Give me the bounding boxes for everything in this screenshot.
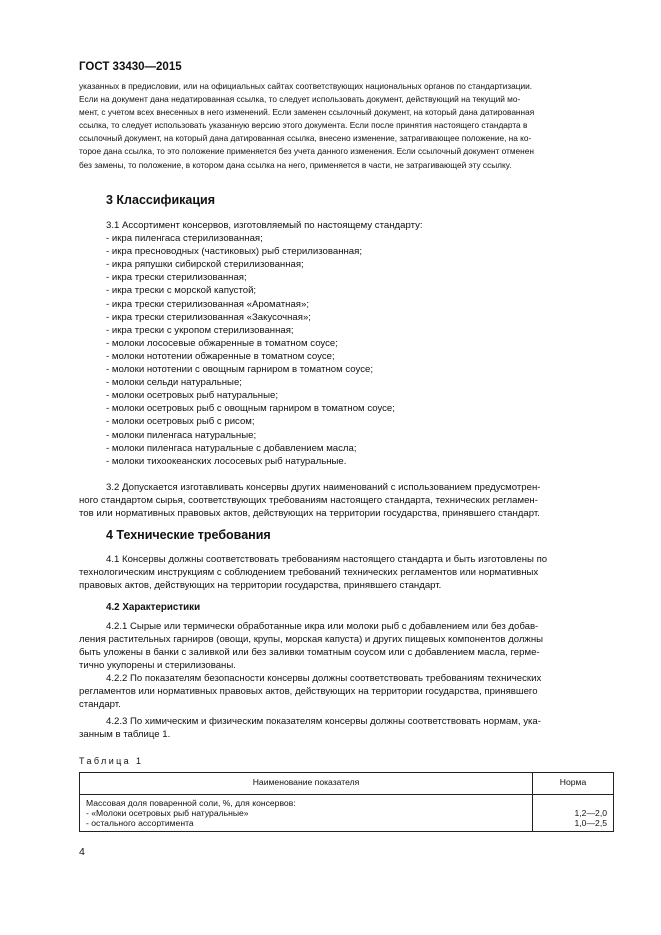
paragraph-4-2-2 <box>79 672 614 711</box>
list-item: - молоки осетровых рыб с рисом; <box>106 416 255 428</box>
list-item: - молоки нототении обжаренные в томатном соусе; <box>106 350 335 362</box>
list-item: - молоки пиленгаса натуральные с добавлением масла; <box>106 442 357 454</box>
list-item: - молоки тихоокеанских лососевых рыб натуральные. <box>106 455 347 467</box>
text-line: указанных в предисловии, или на официальных сайтах соответствующих национальных органов по стандартизации. <box>79 81 533 91</box>
text-line: ного стандартом сырья, соответствующих требованиям настоящего стандарта, технических регламен- <box>79 495 538 507</box>
list-item: - икра трески стерилизованная «Ароматная»; <box>106 298 310 310</box>
section-3-heading: 3 Классификация <box>106 193 216 207</box>
subsection-4-2-heading: 4.2 Характеристики <box>106 602 201 613</box>
text-line: ссылка, то следует использовать указанную версию этого документа. Если после принятия настоящего стандарта в <box>79 120 528 131</box>
norm-cell <box>533 795 614 832</box>
cell-line: 1,0—2,5 <box>574 818 607 828</box>
document-header: ГОСТ 33430—2015 <box>79 61 182 73</box>
text-line: правовых актов, действующих на территории государства, принявшего стандарт. <box>79 580 442 592</box>
text-line: ления растительных гарниров (овощи, крупы, морская капуста) и других пищевых компонентов должны <box>79 634 544 646</box>
list-item: - икра ряпушки сибирской стерилизованная; <box>106 259 304 271</box>
list-item: - икра трески стерилизованная «Закусочная»; <box>106 311 311 323</box>
table-header-row <box>80 773 614 795</box>
text-line: 4.2.3 По химическим и физическим показателям консервы должны соответствовать нормам, ука- <box>106 716 541 727</box>
cell-line: - «Молоки осетровых рыб натуральные» <box>86 808 249 818</box>
text-line: занным в таблице 1. <box>79 729 171 741</box>
classification-list <box>79 219 614 468</box>
section-4-heading: 4 Технические требования <box>106 528 271 542</box>
paragraph-4-2-1 <box>79 620 614 672</box>
list-item: - молоки осетровых рыб с овощным гарниром в томатном соусе; <box>106 403 395 415</box>
text-line: 3.2 Допускается изготавливать консервы других наименований с использованием предусмотрен- <box>106 482 541 493</box>
table-row <box>80 795 614 832</box>
table-caption: Таблица 1 <box>79 756 144 766</box>
page-number: 4 <box>79 846 85 858</box>
column-header-norm: Норма <box>533 773 614 795</box>
text-line: тично укупорены и стерилизованы. <box>79 660 236 672</box>
text-line: 4.1 Консервы должны соответствовать требованиям настоящего стандарта и быть изготовлены по <box>106 554 548 565</box>
text-line: торое дана ссылка, то это положение применяется без учета данного изменения. Если ссылочный документ отменен <box>79 146 534 157</box>
text-line: 4.2.1 Сырые или термически обработанные икра или молоки рыб с добавлением или без добав- <box>106 621 539 632</box>
list-lead: 3.1 Ассортимент консервов, изготовляемый по настоящему стандарту: <box>106 220 423 231</box>
text-line: технологическим инструкциям с соблюдением требований технических регламентов или нормативных <box>79 567 539 579</box>
text-line: Если на документ дана недатированная ссылка, то следует использовать документ, действующий на текущий мо- <box>79 94 521 105</box>
list-item: - икра пиленгаса стерилизованная; <box>106 233 263 245</box>
list-item: - икра трески с морской капустой; <box>106 285 257 297</box>
list-item: - молоки осетровых рыб натуральные; <box>106 390 278 402</box>
paragraph-4-2-3 <box>79 715 614 741</box>
text-line: быть уложены в банки с заливкой или без заливки томатным соусом или с добавлением масла, герме- <box>79 647 540 659</box>
column-header-indicator: Наименование показателя <box>80 773 533 795</box>
text-line: мент, с учетом всех внесенных в него изменений. Если заменен ссылочный документ, на который дана датированная <box>79 107 535 118</box>
list-item: - молоки нототении с овощным гарниром в томатном соусе; <box>106 364 374 376</box>
list-item: - молоки пиленгаса натуральные; <box>106 429 257 441</box>
cell-line: Массовая доля поваренной соли, %, для консервов: <box>86 798 296 808</box>
text-line: ссылочный документ, на который дана датированная ссылка, внесено изменение, затрагивающее положение, на ко- <box>79 133 532 144</box>
intro-paragraph <box>79 80 614 172</box>
paragraph-3-2 <box>79 481 614 520</box>
cell-line <box>539 798 607 808</box>
cell-line: 1,2—2,0 <box>574 808 607 818</box>
list-item: - молоки сельди натуральные; <box>106 377 242 389</box>
list-item: - икра трески стерилизованная; <box>106 272 247 284</box>
text-line: 4.2.2 По показателям безопасности консервы должны соответствовать требованиям технических <box>106 673 542 684</box>
paragraph-4-1 <box>79 553 614 592</box>
text-line: регламентов или нормативных правовых актов, действующих на территории государства, принявшего <box>79 686 538 698</box>
list-item: - икра пресноводных (частиковых) рыб стерилизованная; <box>106 246 362 258</box>
norms-table <box>79 772 614 832</box>
text-line: без замены, то положение, в котором дана ссылка на него, применяется в части, не затрагивающей эту ссылку. <box>79 159 512 170</box>
text-line: тов или нормативных правовых актов, действующих на территории государства, принявшего стандарт. <box>79 508 540 520</box>
list-item: - икра трески с укропом стерилизованная; <box>106 324 294 336</box>
text-line: стандарт. <box>79 699 121 711</box>
indicator-cell <box>80 795 533 832</box>
list-item: - молоки лососевые обжаренные в томатном соусе; <box>106 337 338 349</box>
cell-line: - остального ассортимента <box>86 818 194 828</box>
